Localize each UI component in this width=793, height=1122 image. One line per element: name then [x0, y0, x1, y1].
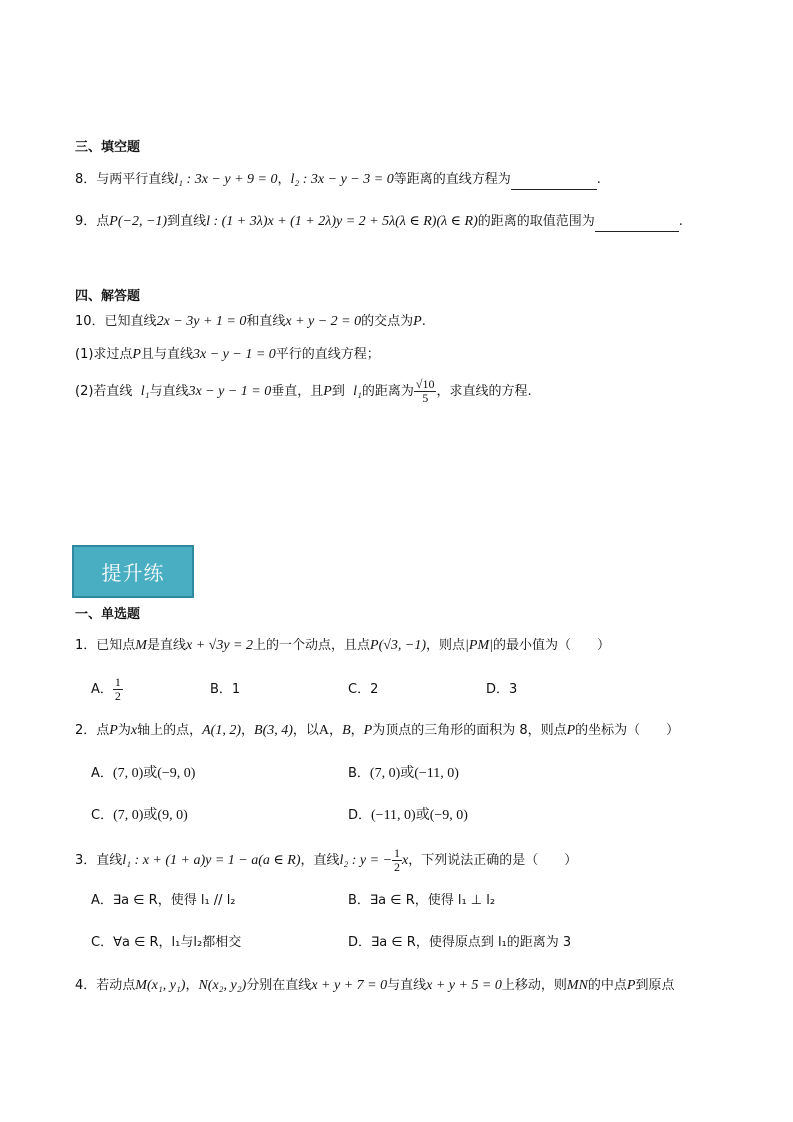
- question-10-part-2: [75, 376, 532, 408]
- q4-mid: 分别在直线: [246, 978, 312, 993]
- q9-num: 9．: [75, 214, 97, 229]
- q2-p: P: [109, 723, 118, 738]
- section-heading-fill-blank: 三、填空题: [75, 140, 141, 155]
- q4-eq2: x + y + 5 = 0: [426, 978, 502, 993]
- q1-num: 1．: [75, 638, 97, 653]
- q2-P3: P: [566, 723, 576, 738]
- q4-prefix: 若动点: [96, 978, 136, 993]
- q2-x: x: [130, 723, 138, 738]
- q10p1-point: P: [132, 347, 141, 362]
- q10p1-eq: 3x − y − 1 = 0: [193, 347, 276, 362]
- q3-option-b[interactable]: [348, 891, 495, 911]
- q3-opt-b-text: ∃a ∈ R，使得 l₁ ⊥ l₂: [369, 893, 496, 908]
- q10p2-fraction: [414, 378, 437, 405]
- q10-eq2: x + y − 2 = 0: [285, 314, 362, 329]
- q10p1-suffix: 平行的直线方程；: [275, 347, 380, 362]
- q3-opt-a-label: A．: [91, 893, 113, 908]
- q10p2-mid2: 垂直，且: [271, 384, 324, 399]
- q1-mid2: 上的一个动点，且点: [253, 638, 371, 653]
- question-4: [75, 976, 675, 996]
- q4-mid3: 上移动，则: [501, 978, 567, 993]
- q10p2-mid: 与直线: [149, 384, 189, 399]
- q8-prefix: 与两平行直线: [96, 172, 175, 187]
- q2-sep: ，: [241, 723, 255, 738]
- q1-opt-b-label: B．: [210, 682, 232, 697]
- question-10: [75, 312, 426, 332]
- q10-end: .: [421, 314, 426, 329]
- q9-answer-blank[interactable]: [595, 217, 679, 232]
- q1-opt-a-den: 2: [114, 689, 121, 703]
- q1-opt-d-text: 3: [509, 682, 518, 697]
- q10-num: 10．: [75, 314, 105, 329]
- q2-option-b[interactable]: [348, 764, 459, 784]
- q9-point: P(−2, −1): [109, 214, 168, 229]
- section-heading-answer: 四、解答题: [75, 289, 141, 304]
- q3-opt-d-label: D．: [348, 935, 372, 950]
- question-1: [75, 636, 610, 656]
- q1-eq: x + √3y = 2: [185, 638, 253, 653]
- q10p2-frac-den: 5: [422, 391, 429, 405]
- q2-opt-c-label: C．: [91, 808, 114, 823]
- q2-opt-d-text: (−11, 0)或(−9, 0): [371, 808, 468, 823]
- q1-option-b[interactable]: [210, 680, 240, 700]
- q2-opt-d-label: D．: [348, 808, 372, 823]
- q1-m: M: [135, 638, 147, 653]
- q10-mid: 和直线: [246, 314, 286, 329]
- q10p2-l1b: l₁: [353, 384, 362, 399]
- q9-mid: 到直线: [167, 214, 207, 229]
- q2-a: A(1, 2): [202, 723, 241, 738]
- q2-option-c[interactable]: [91, 806, 188, 826]
- q2-prefix: 点: [96, 723, 110, 738]
- q2-opt-b-text: (7, 0)或(−11, 0): [369, 766, 459, 781]
- section-heading-single-choice: 一、单选题: [75, 607, 141, 622]
- q9-end: .: [678, 214, 683, 229]
- q2-num: 2．: [75, 723, 97, 738]
- q2-opt-a-label: A．: [91, 766, 113, 781]
- q1-opt-a-fraction: [113, 676, 123, 703]
- q3-frac-den: 2: [394, 860, 401, 874]
- q10p1-prefix: (1)求过点: [75, 347, 133, 362]
- question-3: [75, 846, 577, 876]
- q1-opt-c-text: 2: [370, 682, 379, 697]
- question-9: [75, 212, 683, 232]
- q9-prefix: 点: [96, 214, 110, 229]
- q9-suffix: 的距离的取值范围为: [477, 214, 595, 229]
- q10p2-l1: l₁: [140, 384, 150, 399]
- q2-suffix: 为顶点的三角形的面积为 8，则点: [372, 723, 567, 738]
- q10p2-frac-num: √10: [415, 377, 435, 391]
- q3-opt-a-text: ∃a ∈ R，使得 l₁ // l₂: [112, 893, 236, 908]
- q1-point: P(√3, −1): [370, 638, 427, 653]
- practice-level-badge: 提升练: [72, 545, 194, 598]
- q2-mid3: ，以: [292, 723, 319, 738]
- q8-line1: l₁ : 3x − y + 9 = 0: [174, 172, 278, 187]
- q4-n: N(x₂, y₂): [198, 978, 247, 993]
- q3-l2-post: x: [402, 853, 409, 868]
- q2-opt-c-text: (7, 0)或(9, 0): [113, 808, 188, 823]
- q2-mid2: 轴上的点，: [137, 723, 203, 738]
- q1-option-c[interactable]: [348, 680, 378, 700]
- q4-p: P: [626, 978, 636, 993]
- q10p2-suffix: ，求直线的方程.: [436, 384, 532, 399]
- q2-P2: P: [363, 723, 373, 738]
- q1-abs: |PM|: [465, 638, 493, 653]
- question-2: [75, 721, 679, 741]
- q1-opt-a-num: 1: [114, 675, 121, 689]
- q1-mid: 是直线: [146, 638, 186, 653]
- q3-l1: l₁ : x + (1 + a)y = 1 − a(a ∈ R): [122, 853, 301, 868]
- q1-opt-c-label: C．: [348, 682, 371, 697]
- q1-opt-a-label: A．: [91, 682, 113, 697]
- q10p2-mid3: 到: [331, 384, 345, 399]
- q8-line2: l₂ : 3x − y − 3 = 0: [290, 172, 394, 187]
- q1-mid3: ，则点: [426, 638, 466, 653]
- q3-suffix: ，下列说法正确的是（ ）: [408, 853, 578, 868]
- q1-option-d[interactable]: [486, 680, 517, 700]
- q10p2-mid4: 的距离为: [361, 384, 414, 399]
- q2-opt-a-text: (7, 0)或(−9, 0): [112, 766, 196, 781]
- q1-option-a[interactable]: [91, 676, 123, 704]
- q1-suffix: 的最小值为（ ）: [492, 638, 610, 653]
- q10-prefix: 已知直线: [104, 314, 157, 329]
- q10p1-mid: 且与直线: [140, 347, 193, 362]
- question-8: [75, 170, 601, 190]
- q2-sep3: ，: [350, 723, 364, 738]
- q2-mid: 为: [117, 723, 131, 738]
- q2-A: A: [318, 723, 330, 738]
- q2-option-d[interactable]: [348, 806, 468, 826]
- q3-option-c[interactable]: [91, 933, 241, 953]
- q3-option-a[interactable]: [91, 891, 236, 911]
- q3-opt-b-label: B．: [348, 893, 370, 908]
- q10-point: P: [413, 314, 422, 329]
- q2-suffix2: 的坐标为（ ）: [575, 723, 680, 738]
- q3-opt-c-text: ∀a ∈ R，l₁与l₂都相交: [113, 935, 242, 950]
- q3-opt-c-label: C．: [91, 935, 114, 950]
- q4-num: 4．: [75, 978, 97, 993]
- q3-l2-pre: l₂ : y = −: [339, 853, 393, 868]
- q3-opt-d-text: ∃a ∈ R，使得原点到 l₁的距离为 3: [371, 935, 572, 950]
- q4-eq1: x + y + 7 = 0: [311, 978, 388, 993]
- q8-num: 8．: [75, 172, 97, 187]
- q2-B: B: [342, 723, 351, 738]
- q2-option-a[interactable]: [91, 764, 195, 784]
- q2-sep2: ，: [329, 723, 343, 738]
- q3-num: 3．: [75, 853, 97, 868]
- q3-prefix: 直线: [96, 853, 123, 868]
- q4-sep: ，: [185, 978, 199, 993]
- q2-b: B(3, 4): [254, 723, 293, 738]
- q4-mid2: 与直线: [387, 978, 427, 993]
- q3-fraction: [392, 847, 402, 874]
- q1-opt-b-text: 1: [231, 682, 241, 697]
- q8-end: .: [596, 172, 601, 187]
- q10p2-eq: 3x − y − 1 = 0: [188, 384, 272, 399]
- question-10-part-1: [75, 345, 380, 365]
- q8-sep: ，: [277, 172, 291, 187]
- q2-opt-b-label: B．: [348, 766, 370, 781]
- q10-eq1: 2x − 3y + 1 = 0: [156, 314, 247, 329]
- q3-mid: ，直线: [300, 853, 340, 868]
- q8-suffix: 等距离的直线方程为: [393, 172, 511, 187]
- q8-answer-blank[interactable]: [511, 175, 597, 190]
- q4-suffix: 的中点: [587, 978, 627, 993]
- q10p2-point: P: [323, 384, 332, 399]
- q4-suffix2: 到原点: [635, 978, 675, 993]
- q10-suffix: 的交点为: [361, 314, 414, 329]
- q1-opt-d-label: D．: [486, 682, 510, 697]
- q4-mn: MN: [566, 978, 588, 993]
- q10p2-prefix: (2)若直线: [75, 384, 133, 399]
- q4-m: M(x₁, y₁): [135, 978, 186, 993]
- q9-line: l : (1 + 3λ)x + (1 + 2λ)y = 2 + 5λ(λ ∈ R)(λ ∈ R): [206, 214, 478, 229]
- q3-option-d[interactable]: [348, 933, 571, 953]
- q1-prefix: 已知点: [96, 638, 136, 653]
- q3-frac-num: 1: [394, 846, 401, 860]
